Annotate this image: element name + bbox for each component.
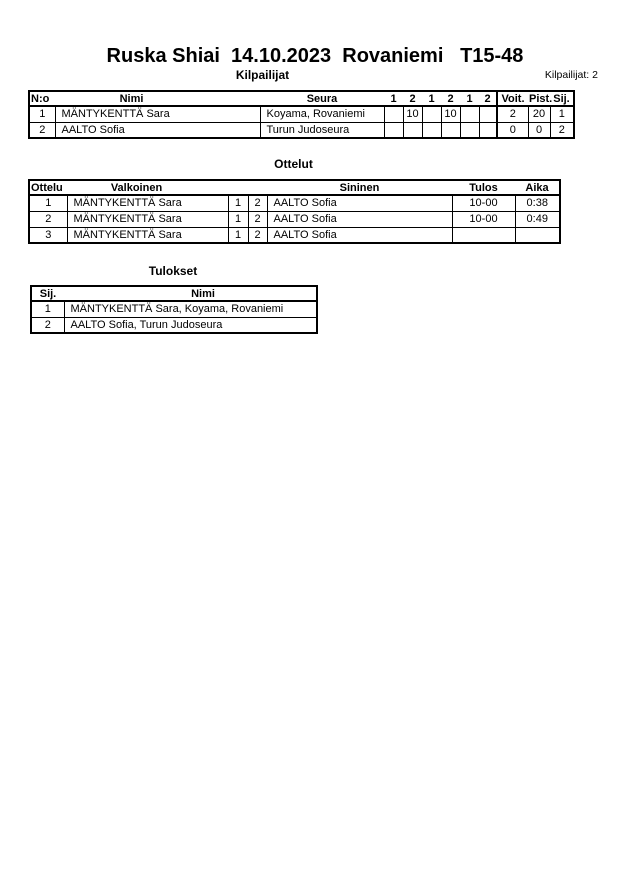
col-header-round-1: 1	[384, 91, 403, 106]
competitor-no: 2	[29, 122, 55, 138]
col-header-time: Aika	[515, 180, 560, 195]
match-white-score: 1	[228, 211, 248, 227]
result-place: 2	[31, 317, 64, 333]
match-time: 0:49	[515, 211, 560, 227]
competitor-wins: 0	[497, 122, 528, 138]
matches-heading: Ottelut	[274, 157, 313, 171]
result-name: MÄNTYKENTTÄ Sara, Koyama, Rovaniemi	[64, 301, 317, 317]
match-row	[29, 211, 560, 227]
competitors-table	[28, 90, 575, 139]
col-header-name: Nimi	[64, 286, 317, 301]
competitors-count: Kilpailijat: 2	[544, 69, 598, 81]
col-header-blue-score	[248, 180, 267, 195]
col-header-wins: Voit.	[497, 91, 528, 106]
score-cell	[403, 122, 422, 138]
match-white-name: MÄNTYKENTTÄ Sara	[67, 195, 228, 211]
match-white-score: 1	[228, 195, 248, 211]
score-cell	[479, 106, 497, 122]
col-header-white: Valkoinen	[67, 180, 228, 195]
col-header-result: Tulos	[452, 180, 515, 195]
competitors-header-row	[29, 91, 574, 106]
results-header-row	[31, 286, 317, 301]
page-title: Ruska Shiai 14.10.2023 Rovaniemi T15-48	[106, 45, 524, 67]
score-cell: 10	[403, 106, 422, 122]
competitor-wins: 2	[497, 106, 528, 122]
results-table	[30, 285, 318, 334]
competitor-row	[29, 106, 574, 122]
match-blue-score: 2	[248, 211, 267, 227]
match-blue-name: AALTO Sofia	[267, 195, 452, 211]
score-cell	[460, 122, 479, 138]
result-place: 1	[31, 301, 64, 317]
match-row	[29, 195, 560, 211]
match-no: 1	[29, 195, 67, 211]
col-header-points: Pist.	[529, 92, 553, 105]
match-time	[515, 227, 560, 243]
score-cell	[479, 122, 497, 138]
matches-header-row	[29, 180, 560, 195]
col-header-round-4: 2	[441, 91, 460, 106]
score-cell	[422, 122, 441, 138]
col-header-blue: Sininen	[267, 180, 452, 195]
score-cell: 10	[441, 106, 460, 122]
col-header-place: Sij.	[31, 286, 64, 301]
competitor-place: 2	[550, 122, 574, 138]
col-header-club: Seura	[260, 91, 384, 106]
col-header-round-5: 1	[460, 91, 479, 106]
match-white-score: 1	[228, 227, 248, 243]
col-header-name: Nimi	[55, 91, 260, 106]
competitor-points: 20	[528, 106, 550, 122]
competitor-club: Koyama, Rovaniemi	[260, 106, 384, 122]
competitor-club: Turun Judoseura	[260, 122, 384, 138]
match-no: 3	[29, 227, 67, 243]
matches-table	[28, 179, 561, 244]
result-row	[31, 301, 317, 317]
match-time: 0:38	[515, 195, 560, 211]
score-cell	[460, 106, 479, 122]
match-white-name: MÄNTYKENTTÄ Sara	[67, 211, 228, 227]
score-cell	[422, 106, 441, 122]
competitor-row	[29, 122, 574, 138]
col-header-white-score	[228, 180, 248, 195]
match-blue-score: 2	[248, 195, 267, 211]
competitor-name: AALTO Sofia	[55, 122, 260, 138]
col-header-round-6: 2	[479, 91, 497, 106]
score-cell	[441, 122, 460, 138]
competitor-points: 0	[528, 122, 550, 138]
match-blue-name: AALTO Sofia	[267, 227, 452, 243]
col-header-match: Ottelu	[29, 180, 67, 195]
competitors-heading: Kilpailijat	[235, 68, 290, 82]
match-result: 10-00	[452, 195, 515, 211]
score-cell	[384, 122, 403, 138]
competitor-name: MÄNTYKENTTÄ Sara	[55, 106, 260, 122]
col-header-place: Sij.	[550, 91, 574, 106]
col-header-no: N:o	[29, 91, 55, 106]
match-row	[29, 227, 560, 243]
col-header-round-2: 2	[403, 91, 422, 106]
score-cell	[384, 106, 403, 122]
match-blue-name: AALTO Sofia	[267, 211, 452, 227]
result-row	[31, 317, 317, 333]
match-result	[452, 227, 515, 243]
match-white-name: MÄNTYKENTTÄ Sara	[67, 227, 228, 243]
competitor-place: 1	[550, 106, 574, 122]
match-result: 10-00	[452, 211, 515, 227]
results-heading: Tulokset	[148, 264, 198, 278]
match-blue-score: 2	[248, 227, 267, 243]
match-no: 2	[29, 211, 67, 227]
competitor-no: 1	[29, 106, 55, 122]
result-name: AALTO Sofia, Turun Judoseura	[64, 317, 317, 333]
col-header-round-3: 1	[422, 91, 441, 106]
